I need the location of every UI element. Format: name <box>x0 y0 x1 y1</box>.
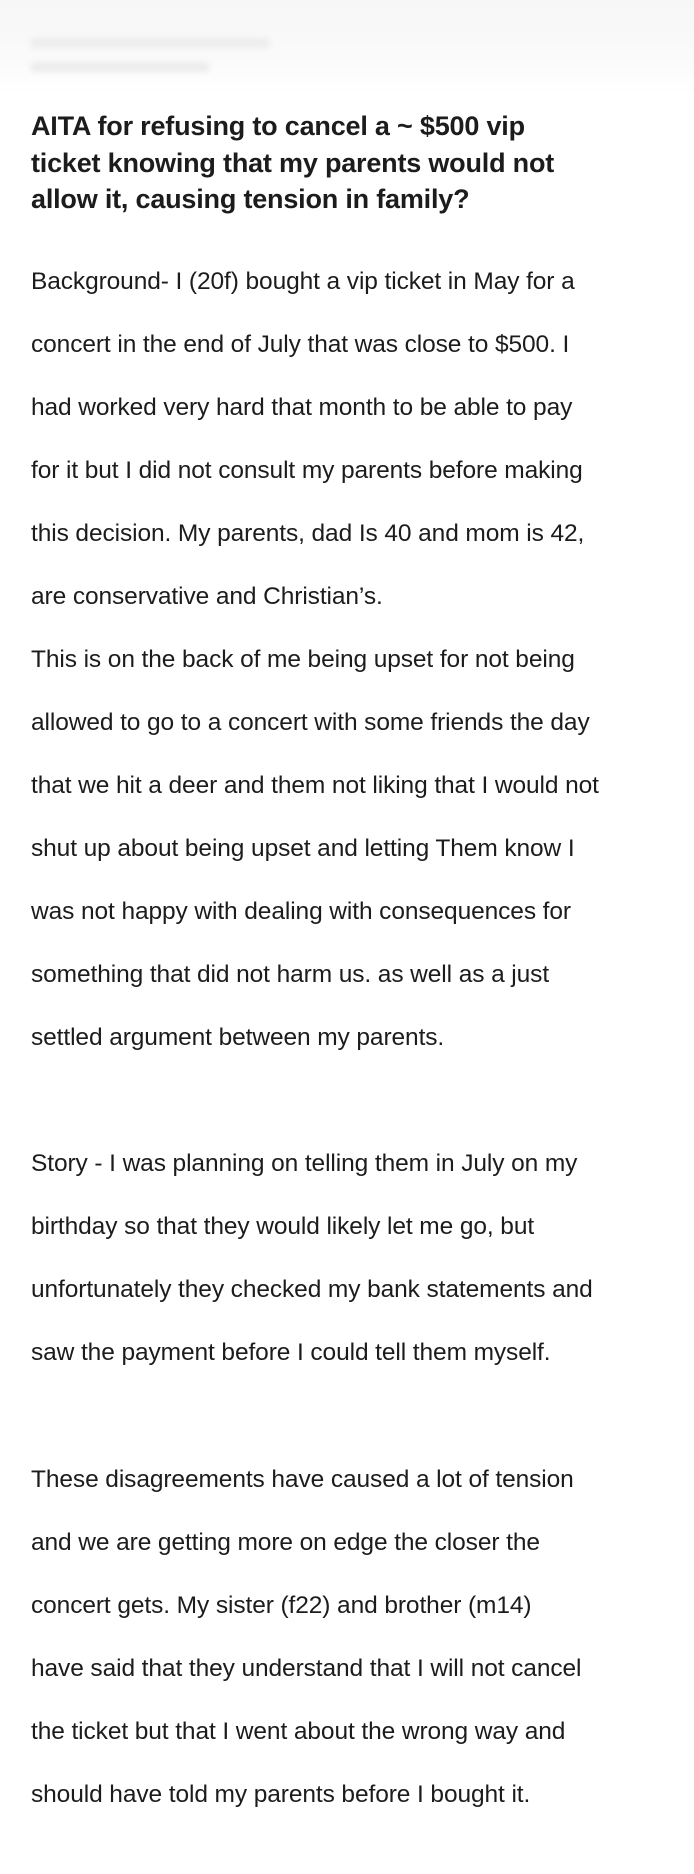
post-body-line: had worked very hard that month to be able to pay <box>31 393 573 421</box>
blurred-header <box>0 0 694 95</box>
post-body-line: that we hit a deer and them not liking that I would not <box>31 771 599 799</box>
blurred-meta-line <box>30 62 210 72</box>
post-body-line: shut up about being upset and letting Them know I <box>31 834 575 862</box>
post-paragraph-background <box>31 234 681 1085</box>
post-body-line: concert in the end of July that was close to $500. I <box>31 330 570 358</box>
post-body-line: should have told my parents before I bought it. <box>31 1780 531 1808</box>
post-paragraph-tension <box>31 1432 681 1842</box>
post-title-line: ticket knowing that my parents would not <box>31 147 555 178</box>
post-body-line: saw the payment before I could tell them myself. <box>31 1339 551 1366</box>
post-body-line: This is on the back of me being upset for not being <box>31 645 575 673</box>
post-title-line: AITA for refusing to cancel a ~ $500 vip <box>31 111 525 141</box>
post-body-line: allowed to go to a concert with some friends the day <box>31 708 590 736</box>
post-body-line: birthday so that they would likely let me go, but <box>31 1213 535 1240</box>
post-body-line: this decision. My parents, dad Is 40 and mom is 42, <box>31 519 585 547</box>
post-body-line: Story - I was planning on telling them in July on my <box>31 1150 578 1177</box>
post-body-line: the ticket but that I went about the wrong way and <box>31 1717 566 1745</box>
post-body-line: Background- I (20f) bought a vip ticket in May for a <box>31 267 575 295</box>
post-body-line: These disagreements have caused a lot of tension <box>31 1465 574 1493</box>
post-paragraph-story <box>31 1117 681 1401</box>
post-body-line: for it but I did not consult my parents before making <box>31 456 583 484</box>
post-title <box>31 108 671 218</box>
post-body-line: have said that they understand that I will not cancel <box>31 1654 582 1682</box>
blurred-author-line <box>30 38 270 48</box>
post-body-line: concert gets. My sister (f22) and brother (m14) <box>31 1591 532 1619</box>
post-body-line: was not happy with dealing with consequences for <box>31 897 571 925</box>
post-body-line: and we are getting more on edge the closer the <box>31 1528 540 1556</box>
post-body-line: settled argument between my parents. <box>31 1023 445 1051</box>
post-body <box>31 234 681 1874</box>
post-body-line: something that did not harm us. as well as a just <box>31 960 550 988</box>
post-body-line: unfortunately they checked my bank statements and <box>31 1276 593 1303</box>
post-title-line: allow it, causing tension in family? <box>31 184 470 214</box>
post-body-line: are conservative and Christian’s. <box>31 582 383 610</box>
